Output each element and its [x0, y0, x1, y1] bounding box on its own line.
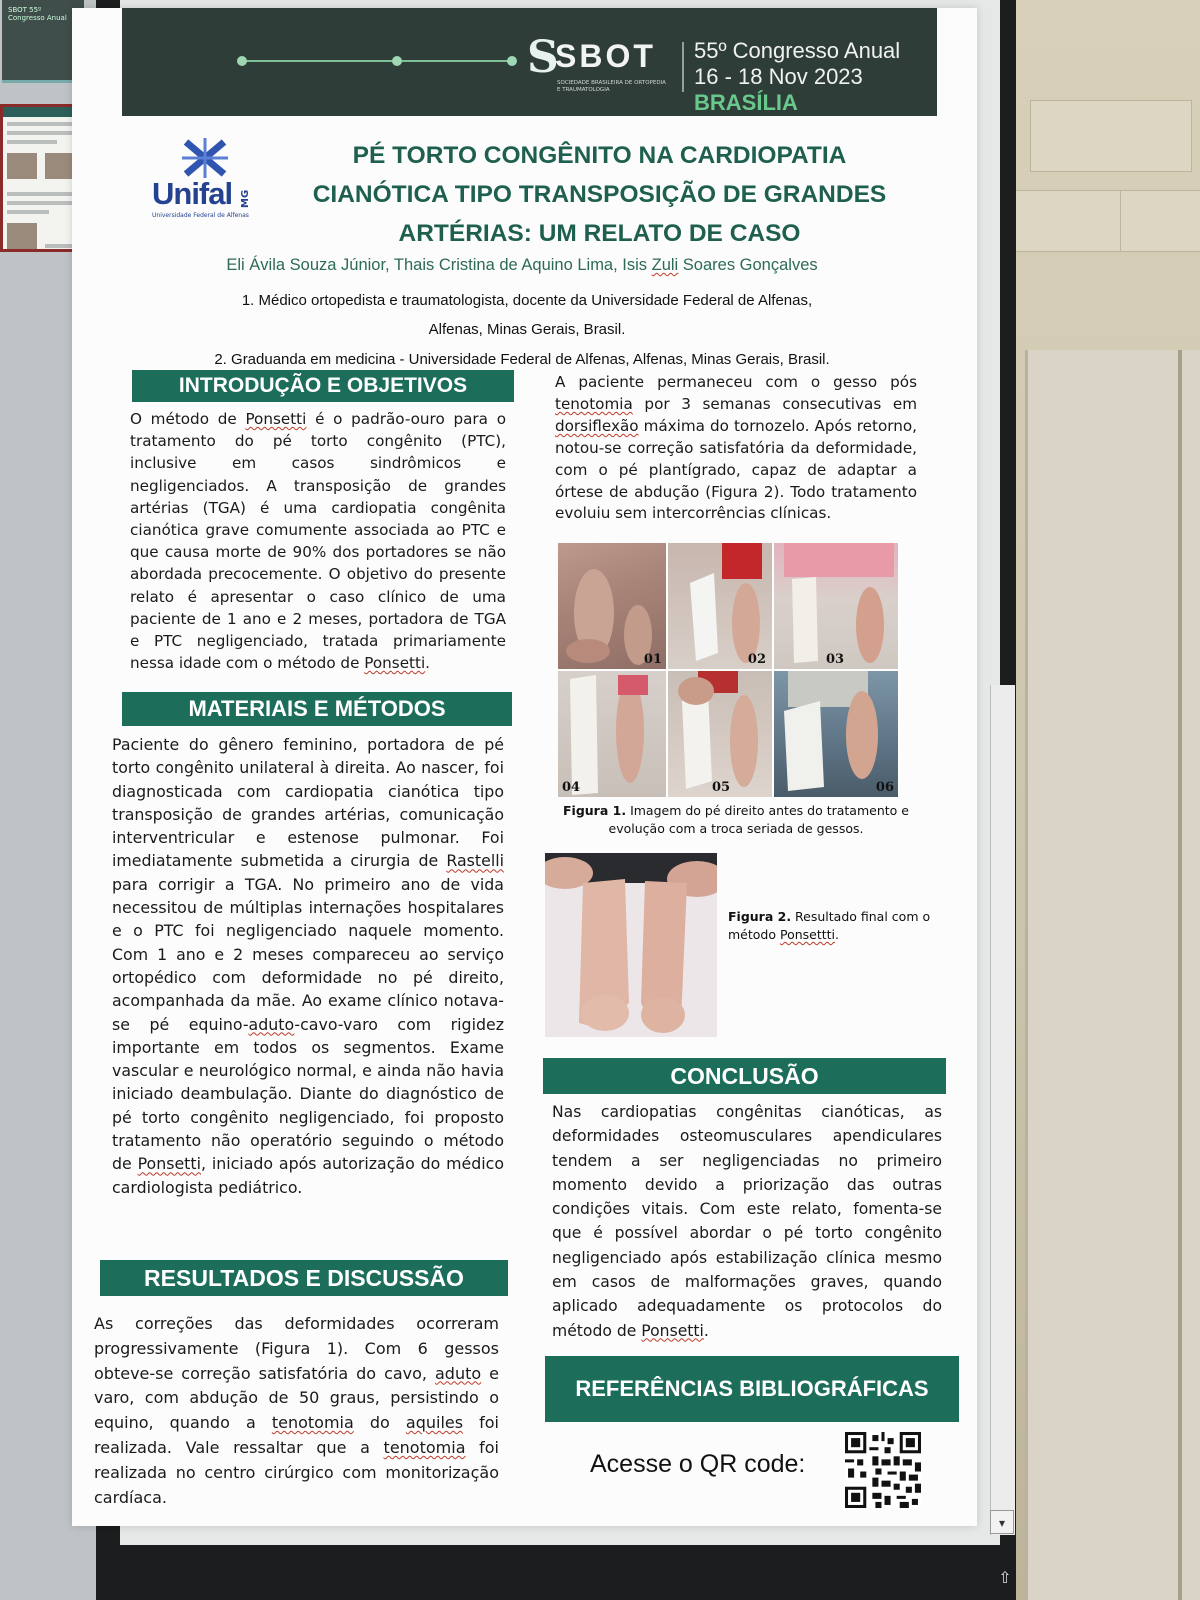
unifal-subtitle: Universidade Federal de Alfenas	[152, 212, 249, 219]
unifal-logo	[152, 138, 262, 218]
wall-panel	[1025, 350, 1200, 1600]
photo-label: 01	[643, 652, 662, 667]
figure-1-grid	[558, 543, 900, 797]
ceiling-tile	[1030, 100, 1192, 172]
congress-dates: 16 - 18 Nov 2023	[694, 64, 863, 89]
unifal-wordmark: Unifal	[152, 176, 233, 211]
results-continued-text: A paciente permaneceu com o gesso pós tenotomia por 3 semanas consecutivas em dorsiflexão máxima do tornozelo. Após retorno, notou-se correção satisfatória da deformidade, com o pé plantígrado, capaz de adaptar a órtese de abdução (Figura 2). Todo tratamento evoluiu sem intercorrências clínicas.	[555, 373, 917, 523]
unifal-mark-icon	[182, 138, 228, 178]
taskbar-arrow-icon[interactable]: ⇧	[998, 1568, 1012, 1587]
section-header-references: REFERÊNCIAS BIBLIOGRÁFICAS	[545, 1356, 959, 1422]
conclusion-text: Nas cardiopatias congênitas cianóticas, as deformidades osteomusculares apendiculares tendem a ser negligenciadas no primeiro momento devido a priorização das outras condições vitais. Com este relato, fomenta-se que é possível abordar o pé torto congênito negligenciado após estabilização clínica mesmo em casos de malformações graves, quando aplicado adequadamente os protocolos do método de Ponsetti.	[552, 1103, 942, 1340]
poster-header	[122, 8, 937, 116]
figure-1-photo	[668, 671, 772, 797]
figure-1-photo	[668, 543, 772, 669]
figure-1-photo	[558, 671, 666, 797]
congress-title: 55º Congresso Anual	[694, 38, 901, 63]
section-header-methods: MATERIAIS E MÉTODOS	[122, 692, 512, 726]
photo-label: 02	[747, 652, 766, 667]
section-header-conclusion: CONCLUSÃO	[543, 1058, 946, 1094]
unifal-mg: MG	[240, 189, 251, 208]
decor-dot	[392, 56, 402, 66]
congress-info	[694, 38, 937, 116]
poster	[72, 8, 977, 1526]
qr-code-icon[interactable]	[845, 1432, 921, 1508]
title-line: PÉ TORTO CONGÊNITO NA CARDIOPATIA	[352, 142, 847, 169]
figure-1-photo	[774, 671, 898, 797]
congress-city: BRASÍLIA	[694, 90, 798, 115]
figure-1-photo	[558, 543, 666, 669]
ceiling-tile	[1010, 190, 1132, 252]
decor-dot	[237, 56, 247, 66]
intro-text: O método de Ponsetti é o padrão-ouro para o tratamento do pé torto congênito (PTC), inclusive em casos sindrômicos e negligenciados. A transposição de grandes artérias (TGA) é uma cardiopatia congênita cianótica grave comumente associada ao PTC e que causa morte de 90% dos portadores se não abordada precocemente. O objetivo do presente relato é apresentar o caso clínico de uma paciente de 1 ano e 2 meses, portadora de TGA e PTC negligenciado, tratada primariamente nessa idade com o método de Ponsetti.	[130, 410, 506, 673]
affiliation-2: 2. Graduanda em medicina - Universidade Federal de Alfenas, Alfenas, Minas Gerais, Brasil.	[214, 351, 830, 368]
section-header-results: RESULTADOS E DISCUSSÃO	[100, 1260, 508, 1296]
methods-text: Paciente do gênero feminino, portadora de pé torto congênito unilateral à direita. Ao nascer, foi diagnosticada com cardiopatia cianótica tipo transposição de grandes artérias, comunicação interventricular e estenose pulmonar. Foi imediatamente submetida a cirurgia de Rastelli para corrigir a TGA. No primeiro ano de vida necessitou de múltiplas internações hospitalares e o PTC foi negligenciado naquele momento. Com 1 ano e 2 meses compareceu ao serviço ortopédico com deformidade no pé direito, acompanhada da mãe. Ao exame clínico notava-se pé equino-aduto-cavo-varo com rigidez importante em todos os segmentos. Exame vascular e neurológico normal, e ainda não havia iniciado deambulação. Diante do diagnóstico de pé torto congênito negligenciado, foi proposto tratamento não operatório seguindo o método de Ponsetti, iniciado após autorização do médico cardiologista pediátrico.	[112, 735, 504, 1197]
sbot-subtitle: SOCIEDADE BRASILEIRA DE ORTOPEDIA E TRAUMATOLOGIA	[557, 80, 666, 93]
photo-label: 05	[712, 780, 731, 795]
photo-label: 06	[875, 780, 894, 795]
spell-underline: Zuli	[651, 256, 679, 274]
figure-2-photo	[545, 853, 717, 1037]
scroll-down-button[interactable]: ▾	[990, 1510, 1014, 1534]
section-header-intro: INTRODUÇÃO E OBJETIVOS	[132, 370, 514, 402]
neighbor-poster-header: SBOT 55º Congresso Anual	[8, 6, 67, 22]
photo-label: 03	[826, 652, 845, 667]
results-text: As correções das deformidades ocorreram progressivamente (Figura 1). Com 6 gessos obteve-se correção satisfatória do cavo, aduto e varo, com abdução de 50 graus, persistindo o equino, quando a tenotomia do aquiles foi realizada. Vale ressaltar que a tenotomia foi realizada no centro cirúrgico com monitorização cardíaca.	[94, 1314, 500, 1507]
sbot-s-icon: S	[527, 32, 559, 83]
affiliation-1: 1. Médico ortopedista e traumatologista, docente da Universidade Federal de Alfenas, Alfenas, Minas Gerais, Brasil.	[241, 292, 813, 338]
sbot-logo	[527, 30, 667, 100]
title-line: CIANÓTICA TIPO TRANSPOSIÇÃO DE GRANDES	[312, 181, 887, 208]
ceiling-tile	[1120, 190, 1200, 252]
photo-label: 04	[562, 780, 581, 795]
authors: Eli Ávila Souza Júnior, Thais Cristina de Aquino Lima, Isis Zuli Soares Gonçalves	[226, 256, 818, 274]
qr-label: Acesse o QR code:	[590, 1450, 806, 1478]
figure-1-photo	[774, 543, 898, 669]
figure-2-caption: Figura 2. Resultado final com o método Ponsettti.	[728, 909, 931, 942]
decor-dot	[507, 56, 517, 66]
sbot-wordmark: SBOT	[555, 38, 656, 74]
vertical-scrollbar[interactable]	[990, 685, 1015, 1535]
poster-title	[272, 136, 927, 253]
title-line: ARTÉRIAS: UM RELATO DE CASO	[398, 220, 801, 247]
figure-1-caption: Figura 1. Imagem do pé direito antes do tratamento e evolução com a troca seriada de gessos.	[563, 803, 909, 836]
